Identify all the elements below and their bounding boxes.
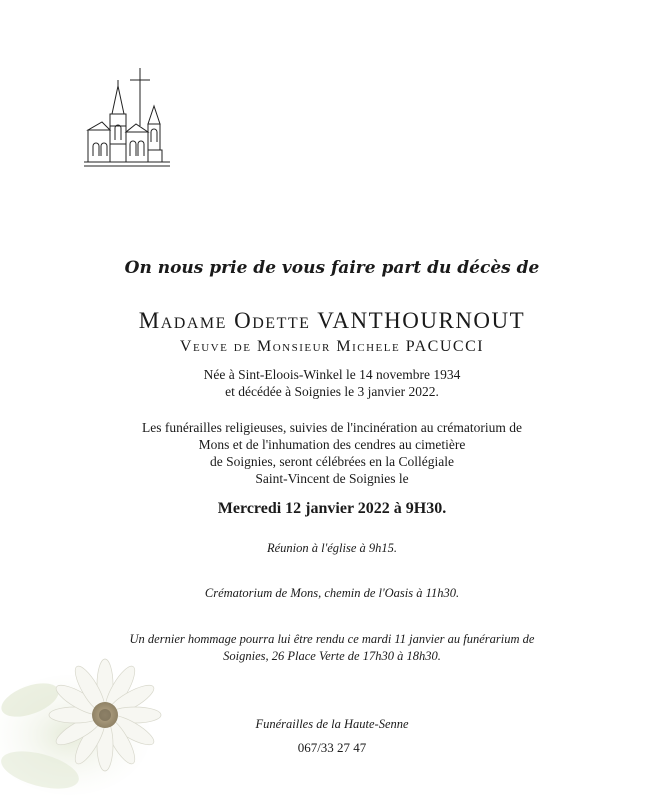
undertaker-name: Funérailles de la Haute-Senne bbox=[255, 717, 409, 731]
widow-of-text: Veuve de Monsieur Michele PACUCCI bbox=[179, 338, 485, 355]
birth-death-info bbox=[0, 366, 664, 400]
crematorium-text: Crématorium de Mons, chemin de l'Oasis à 11h30. bbox=[204, 586, 460, 600]
birth-line: Née à Sint-Eloois-Winkel le 14 novembre 1934 bbox=[203, 367, 461, 382]
funeral-line: de Soignies, seront célébrées en la Collégiale bbox=[209, 454, 455, 469]
hommage-line: Un dernier hommage pourra lui être rendu ce mardi 11 janvier au funérarium de bbox=[129, 632, 535, 646]
funeral-line: Mons et de l'inhumation des cendres au cimetière bbox=[198, 437, 466, 452]
hommage-line: Soignies, 26 Place Verte de 17h30 à 18h30. bbox=[223, 649, 441, 663]
church-icon bbox=[80, 66, 176, 170]
funeral-line: Saint-Vincent de Soignies le bbox=[255, 471, 409, 486]
funeral-info bbox=[0, 419, 664, 487]
flower-icon bbox=[0, 640, 200, 800]
deceased-name: Madame Odette VANTHOURNOUT bbox=[138, 308, 526, 333]
phone-number: 067/33 27 47 bbox=[297, 740, 367, 755]
funeral-date: Mercredi 12 janvier 2022 à 9H30. bbox=[217, 500, 447, 517]
reunion-text: Réunion à l'église à 9h15. bbox=[266, 541, 398, 555]
death-line: et décédée à Soignies le 3 janvier 2022. bbox=[225, 384, 439, 399]
intro-text: On nous prie de vous faire part du décès de bbox=[124, 258, 540, 278]
funeral-line: Les funérailles religieuses, suivies de l'incinération au crématorium de bbox=[142, 420, 522, 435]
